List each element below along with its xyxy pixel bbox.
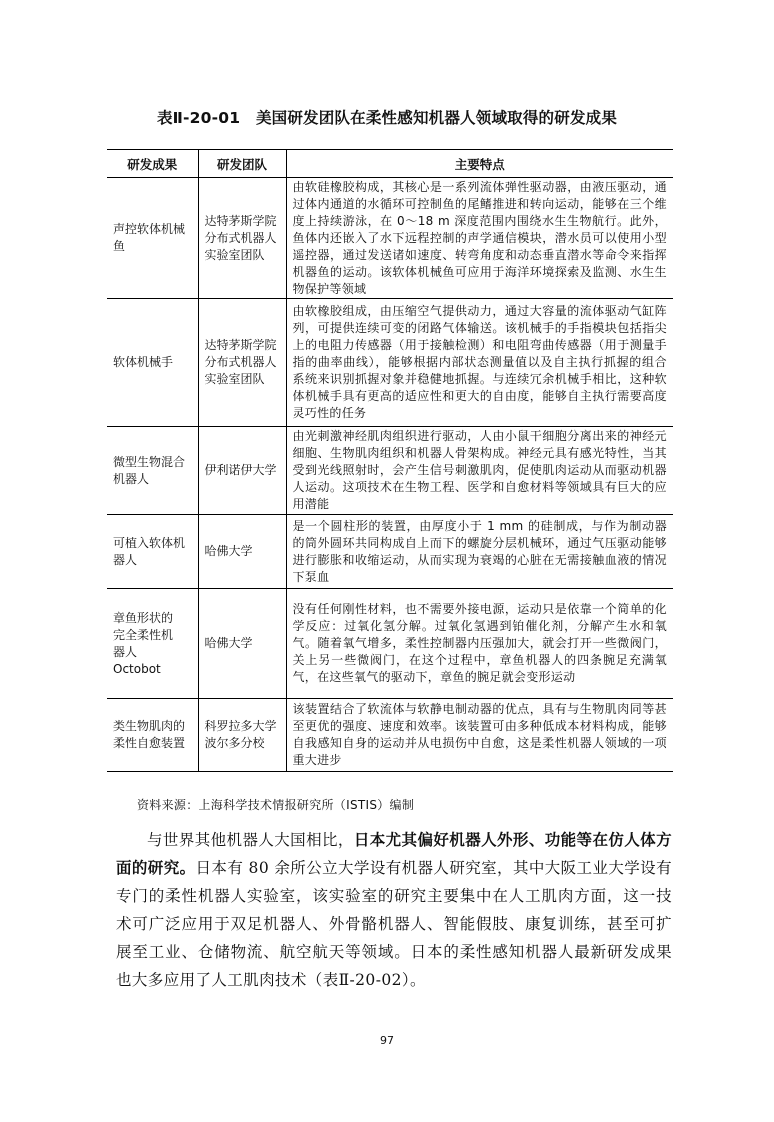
- header-features: 主要特点: [286, 150, 673, 178]
- row-feature: 没有任何刚性材料，也不需要外接电源，运动只是依靠一个简单的化学反应：过氧化氢分解。过氧化氢遇到铂催化剂，分解产生水和氧气。随着氧气增多，柔性控制器内压强加大，就会打开一些微阀门，关上另一些微阀门，在这个过程中，章鱼机器人的四条腕足充满氧气，在这些氧气的驱动下，章鱼的腕足就会变形运动: [286, 589, 673, 699]
- table-row: [107, 699, 673, 772]
- row-feature: 由软硅橡胶构成，其核心是一系列流体弹性驱动器，由液压驱动，通过体内通道的水循环可控制鱼的尾鳍推进和转向运动，能够在三个维度上持续游泳，在 0～18 m 深度范围内围绕水生生物航行。此外，鱼体内还嵌入了水下远程控制的声学通信模块，潜水员可以使用小型遥控器，通过发送诸如速度、转弯角度和动态垂直潜水等命令来指挥机器鱼的运动。该软体机械鱼可应用于海洋环境探索及监测、水生生物保护等领域: [286, 178, 673, 299]
- row-team: 哈佛大学: [198, 515, 286, 589]
- table-row: [107, 427, 673, 515]
- row-feature: 该装置结合了软流体与软静电制动器的优点，具有与生物肌肉同等甚至更优的强度、速度和效率。该装置可由多种低成本材料构成，能够自我感知自身的运动并从电损伤中自愈，这是柔性机器人领域的一项重大进步: [286, 699, 673, 772]
- header-result: 研发成果: [107, 150, 198, 178]
- body-paragraph: [116, 826, 672, 994]
- paragraph-emphasis: 日本尤其偏好机器人外形、功能等在仿人体方面的研究。: [116, 831, 672, 877]
- row-team: 达特茅斯学院分布式机器人实验室团队: [198, 299, 286, 427]
- table-source-note: 资料来源：上海科学技术情报研究所（ISTIS）编制: [137, 798, 415, 812]
- row-name: 声控软体机械鱼: [107, 178, 198, 299]
- row-name: 软体机械手: [107, 299, 198, 427]
- row-feature: 由软橡胶组成，由压缩空气提供动力，通过大容量的流体驱动气缸阵列，可提供连续可变的闭路气体输送。该机械手的手指模块包括指尖上的电阻力传感器（用于接触检测）和电阻弯曲传感器（用于测量手指的曲率曲线），能够根据内部状态测量值以及自主执行抓握的组合系统来识别抓握对象并稳健地抓握。与连续冗余机械手相比，这种软体机械手具有更高的适应性和更大的自由度，能够自主执行需要高度灵巧性的任务: [286, 299, 673, 427]
- paragraph-text-lead: 与世界其他机器人大国相比，: [147, 831, 354, 849]
- results-table: [107, 149, 673, 772]
- paragraph-text-rest: 日本有 80 余所公立大学设有机器人研究室，其中大阪工业大学设有专门的柔性机器人实验室，该实验室的研究主要集中在人工肌肉方面，这一技术可广泛应用于双足机器人、外骨骼机器人、智能假肢、康复训练，甚至可扩展至工业、仓储物流、航空航天等领域。日本的柔性感知机器人最新研发成果也大多应用了人工肌肉技术（表Ⅱ-20-02）。: [116, 859, 672, 989]
- page-number: 97: [380, 1034, 394, 1047]
- header-team: 研发团队: [198, 150, 286, 178]
- table-title: 表Ⅱ-20-01 美国研发团队在柔性感知机器人领域取得的研发成果: [156, 109, 618, 127]
- table-header-row: [107, 150, 673, 178]
- table-row: [107, 178, 673, 299]
- row-feature: 是一个圆柱形的装置，由厚度小于 1 mm 的硅制成，与作为制动器的筒外圆环共同构成自上而下的螺旋分层机械环，通过气压驱动能够进行膨胀和收缩运动，从而实现为衰竭的心脏在无需接触血液的情况下泵血: [286, 515, 673, 589]
- row-name: 章鱼形状的 完全柔性机 器人 Octobot: [107, 589, 198, 699]
- row-feature: 由光刺激神经肌肉组织进行驱动，人由小鼠干细胞分离出来的神经元细胞、生物肌肉组织和机器人骨架构成。神经元具有感光特性，当其受到光线照射时，会产生信号刺激肌肉，促使肌肉运动从而驱动机器人运动。这项技术在生物工程、医学和自愈材料等领域具有巨大的应用潜能: [286, 427, 673, 515]
- row-team: 哈佛大学: [198, 589, 286, 699]
- table-row: [107, 589, 673, 699]
- row-name: 可植入软体机器人: [107, 515, 198, 589]
- row-name: 类生物肌肉的柔性自愈装置: [113, 719, 186, 750]
- row-team: 达特茅斯学院分布式机器人实验室团队: [198, 178, 286, 299]
- row-name: 微型生物混合机器人: [107, 427, 198, 515]
- table-row: [107, 515, 673, 589]
- row-team: 科罗拉多大学波尔多分校: [198, 699, 286, 772]
- row-team: 伊利诺伊大学: [198, 427, 286, 515]
- table-row: [107, 299, 673, 427]
